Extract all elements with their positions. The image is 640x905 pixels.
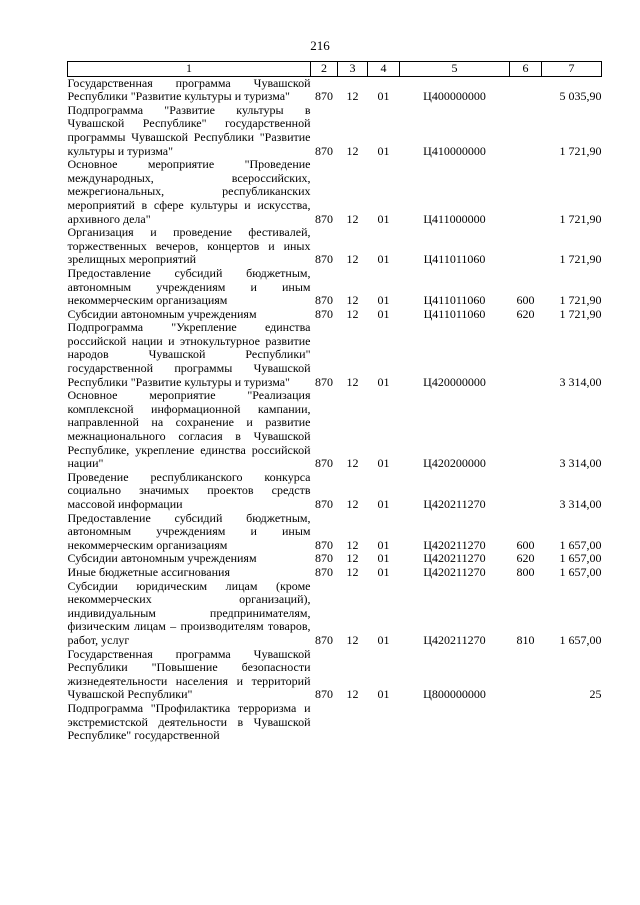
subsection-code-cell: 01	[377, 687, 390, 702]
expense-type-cell	[510, 321, 542, 389]
row-name-cell: Субсидии автономным учреждениям	[67, 306, 257, 321]
target-item-cell: Ц420000000	[423, 374, 486, 389]
row-name-cell: Основное мероприятие "Реализация комплексной информационной кампании, направленной на сохранение и развитие межнационального согласия в Чувашской Республике, укрепление единства российской нации"	[67, 388, 311, 471]
target-item-cell: Ц420211270	[423, 632, 486, 647]
section-code-cell: 12	[346, 374, 359, 389]
subsection-code-cell: 01	[377, 211, 390, 226]
expense-type-cell: 620	[516, 551, 535, 566]
amount-cell: 1 721,90	[559, 211, 602, 226]
subsection-code-cell: 01	[377, 551, 390, 566]
column-header: 4	[368, 62, 400, 77]
ministry-code-cell: 870	[315, 551, 333, 566]
subsection-code-cell: 01	[377, 306, 390, 321]
expense-type-cell: 600	[516, 293, 535, 308]
expense-type-cell	[510, 226, 542, 267]
row-name-cell: Подпрограмма "Профилактика терроризма и экстремистской деятельности в Чувашской Республике" государственной	[67, 700, 311, 743]
section-code-cell: 12	[346, 293, 359, 308]
section-code-cell: 12	[346, 632, 359, 647]
section-code-cell: 12	[346, 564, 359, 579]
column-header: 2	[311, 62, 338, 77]
subsection-code-cell	[368, 702, 400, 743]
amount-cell: 25	[589, 687, 602, 702]
row-name-cell: Подпрограмма "Развитие культуры в Чувашской Республике" государственной программы Чувашской Республики "Развитие культуры и туризма"	[67, 102, 311, 158]
target-item-cell: Ц411000000	[423, 211, 486, 226]
table-row	[68, 389, 602, 471]
subsection-code-cell: 01	[377, 252, 390, 267]
row-name-cell: Предоставление субсидий бюджетным, автономным учреждениям и иным некоммерческим организациям	[67, 265, 311, 308]
amount-cell: 1 657,00	[559, 551, 602, 566]
expense-type-cell	[510, 389, 542, 471]
ministry-code-cell: 870	[315, 293, 333, 308]
row-name-cell: Подпрограмма "Укрепление единства российской нации и этнокультурное развитие народов Чувашской Республики" государственной программы Чувашской Республики "Развитие культуры и туризма"	[67, 320, 311, 389]
table-row	[68, 226, 602, 267]
target-item-cell: Ц400000000	[423, 89, 486, 104]
expense-type-cell	[510, 76, 542, 104]
amount-cell: 1 657,00	[559, 537, 602, 552]
ministry-code-cell: 870	[315, 537, 333, 552]
subsection-code-cell: 01	[377, 632, 390, 647]
amount-cell: 1 657,00	[559, 632, 602, 647]
table-row	[68, 580, 602, 648]
target-item-cell: Ц411011060	[423, 306, 486, 321]
subsection-code-cell: 01	[377, 89, 390, 104]
row-name-cell: Государственная программа Чувашской Республики "Развитие культуры и туризма"	[67, 75, 311, 104]
ministry-code-cell: 870	[315, 374, 333, 389]
expense-type-cell: 620	[516, 306, 535, 321]
target-item-cell: Ц800000000	[423, 687, 486, 702]
subsection-code-cell: 01	[377, 564, 390, 579]
ministry-code-cell: 870	[315, 89, 333, 104]
ministry-code-cell: 870	[315, 252, 333, 267]
section-code-cell: 12	[346, 306, 359, 321]
target-item-cell	[400, 702, 510, 743]
section-code-cell: 12	[346, 456, 359, 471]
subsection-code-cell: 01	[377, 374, 390, 389]
expense-type-cell: 800	[516, 564, 535, 579]
expense-type-cell: 810	[516, 632, 535, 647]
row-name-cell: Субсидии юридическим лицам (кроме некоммерческих организаций), индивидуальным предпринимателям, физическим лицам – производителям товаров, работ, услуг	[67, 578, 311, 647]
row-name-cell: Проведение республиканского конкурса социально значимых проектов средств массовой информации	[67, 469, 311, 511]
expense-type-cell	[510, 702, 542, 743]
column-header: 3	[338, 62, 368, 77]
table-row	[68, 321, 602, 389]
page-number: 216	[310, 38, 330, 53]
target-item-cell: Ц411011060	[423, 252, 486, 267]
subsection-code-cell: 01	[377, 537, 390, 552]
section-code-cell: 12	[346, 497, 359, 511]
amount-cell: 5 035,90	[559, 89, 602, 104]
row-name-cell: Предоставление субсидий бюджетным, автономным учреждениям и иным некоммерческим организациям	[67, 510, 311, 552]
table-row	[68, 104, 602, 158]
column-header: 7	[542, 62, 602, 77]
target-item-cell: Ц410000000	[423, 143, 486, 158]
section-code-cell: 12	[346, 551, 359, 566]
row-name-cell: Иные бюджетные ассигнования	[67, 564, 230, 579]
row-name-cell: Основное мероприятие "Проведение международных, всероссийских, межрегиональных, республиканских мероприятий в сфере культуры и искусства, архивного дела"	[67, 157, 311, 226]
column-header: 6	[510, 62, 542, 77]
ministry-code-cell: 870	[315, 211, 333, 226]
amount-cell	[542, 702, 602, 743]
table-header-row	[68, 62, 602, 77]
section-code-cell: 12	[346, 252, 359, 267]
table-row	[68, 471, 602, 512]
amount-cell: 3 314,00	[559, 456, 602, 471]
table-row	[68, 566, 602, 580]
target-item-cell: Ц420211270	[423, 564, 486, 579]
table-row	[68, 76, 602, 104]
target-item-cell: Ц420211270	[423, 537, 486, 552]
table-row	[68, 267, 602, 308]
target-item-cell: Ц420200000	[423, 456, 486, 471]
amount-cell: 3 314,00	[559, 497, 602, 511]
amount-cell: 1 721,90	[559, 293, 602, 308]
ministry-code-cell: 870	[315, 306, 333, 321]
table-row	[68, 552, 602, 566]
table-row	[68, 512, 602, 553]
expense-type-cell	[510, 104, 542, 158]
column-header: 5	[400, 62, 510, 77]
table-row	[68, 308, 602, 322]
expense-type-cell: 600	[516, 537, 535, 552]
amount-cell: 3 314,00	[559, 374, 602, 389]
ministry-code-cell: 870	[315, 687, 333, 702]
ministry-code-cell	[311, 702, 338, 743]
amount-cell: 1 657,00	[559, 564, 602, 579]
section-code-cell: 12	[346, 211, 359, 226]
section-code-cell	[338, 702, 368, 743]
row-name-cell: Субсидии автономным учреждениям	[67, 551, 257, 566]
amount-cell: 1 721,90	[559, 143, 602, 158]
subsection-code-cell: 01	[377, 456, 390, 471]
amount-cell: 1 721,90	[559, 306, 602, 321]
subsection-code-cell: 01	[377, 143, 390, 158]
target-item-cell: Ц411011060	[423, 293, 486, 308]
ministry-code-cell: 870	[315, 497, 333, 511]
section-code-cell: 12	[346, 89, 359, 104]
subsection-code-cell: 01	[377, 497, 390, 511]
subsection-code-cell: 01	[377, 293, 390, 308]
table-row	[68, 648, 602, 702]
table-row	[68, 702, 602, 743]
section-code-cell: 12	[346, 687, 359, 702]
table-row	[68, 158, 602, 226]
expense-type-cell	[510, 648, 542, 702]
row-name-cell: Государственная программа Чувашской Республики "Повышение безопасности жизнедеятельности населения и территорий Чувашской Республики"	[67, 646, 311, 702]
ministry-code-cell: 870	[315, 143, 333, 158]
section-code-cell: 12	[346, 143, 359, 158]
target-item-cell: Ц420211270	[423, 497, 486, 511]
table-body	[68, 76, 602, 743]
budget-table	[67, 61, 602, 743]
column-header: 1	[68, 62, 311, 77]
amount-cell: 1 721,90	[559, 252, 602, 267]
ministry-code-cell: 870	[315, 456, 333, 471]
target-item-cell: Ц420211270	[423, 551, 486, 566]
row-name-cell: Организация и проведение фестивалей, торжественных вечеров, концертов и иных зрелищных мероприятий	[67, 225, 311, 267]
expense-type-cell	[510, 158, 542, 226]
ministry-code-cell: 870	[315, 632, 333, 647]
ministry-code-cell: 870	[315, 564, 333, 579]
section-code-cell: 12	[346, 537, 359, 552]
expense-type-cell	[510, 471, 542, 512]
